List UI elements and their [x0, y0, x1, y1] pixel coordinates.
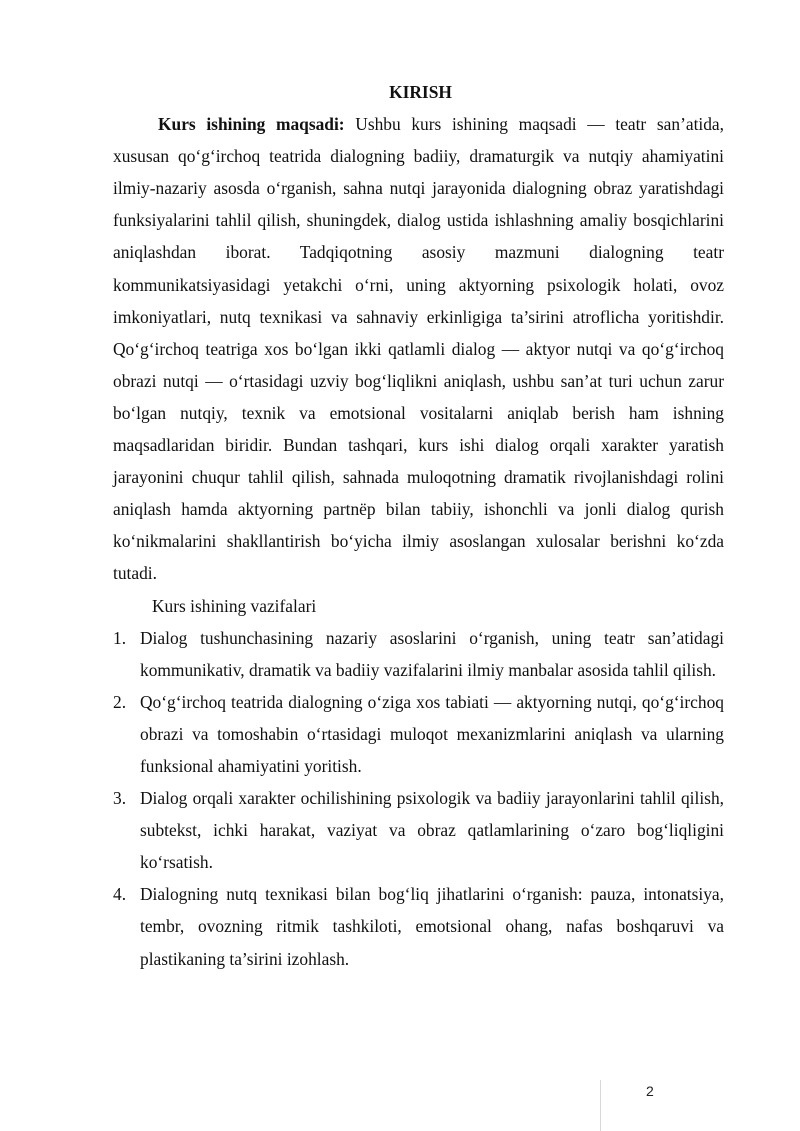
task-text: Dialogning nutq texnikasi bilan bog‘liq jihatlarini o‘rganish: pauza, intonatsiya, tembr, ovozning ritmik tashkiloti, emotsional ohang, nafas boshqaruvi va plastikaning ta’sirini izohlash. [140, 884, 724, 969]
tasks-list [113, 622, 724, 975]
tasks-heading: Kurs ishining vazifalari [152, 595, 317, 616]
task-number: 3. [113, 788, 127, 809]
task-item [113, 622, 724, 686]
task-item [113, 782, 724, 878]
purpose-paragraph [113, 108, 724, 589]
task-text: Dialog orqali xarakter ochilishining psixologik va badiiy jarayonlarini tahlil qilish, subtekst, ichki harakat, vaziyat va obraz qatlamlarining o‘zaro bog‘liqligini ko‘rsatish. [140, 788, 724, 873]
task-item [113, 686, 724, 782]
task-number: 2. [113, 691, 127, 712]
footer-divider [600, 1080, 601, 1131]
task-number: 1. [113, 627, 127, 648]
section-title: KIRISH [389, 82, 452, 102]
task-text: Dialog tushunchasining nazariy asoslarini o‘rganish, uning teatr san’atidagi kommunikativ, dramatik va badiiy vazifalarini ilmiy manbalar asosida tahlil qilish. [140, 627, 724, 680]
page-number: 2 [646, 1083, 654, 1099]
task-item [113, 878, 724, 974]
purpose-lead: Kurs ishining maqsadi: [158, 114, 345, 135]
purpose-text: Ushbu kurs ishining maqsadi — teatr san’atida, xususan qo‘g‘irchoq teatrida dialogning badiiy, dramaturgik va nutqiy ahamiyatini ilmiy-nazariy asosda o‘rganish, sahna nutqi jarayonida dialogning obraz yaratishdagi funksiyalarini tahlil qilish, shuningdek, dialog ustida ishlashning amaliy bosqichlarini aniqlashdan iborat. Tadqiqotning asosiy mazmuni dialogning teatr kommunikatsiyasidagi yetakchi o‘rni, uning aktyorning psixologik holati, ovoz imkoniyatlari, nutq texnikasi va sahnaviy erkinligiga ta’sirini atroflicha yoritishdir. Qo‘g‘irchoq teatriga xos bo‘lgan ikki qatlamli dialog — aktyor nutqi va qo‘g‘irchoq obrazi nutqi — o‘rtasidagi uzviy bog‘liqlikni aniqlash, ushbu san’at turi uchun zarur bo‘lgan nutqiy, texnik va emotsional vositalarni aniqlab berish ham ishning maqsadlaridan biridir. Bundan tashqari, kurs ishi dialog orqali xarakter yaratish jarayonini chuqur tahlil qilish, sahnada muloqotning dramatik rivojlanishdagi rolini aniqlash hamda aktyorning partnёр bilan tabiiy, ishonchli va jonli dialog qurish ko‘nikmalarini shakllantirish bo‘yicha ilmiy asoslangan xulosalar berishni ko‘zda tutadi. [113, 114, 725, 584]
task-number: 4. [113, 884, 127, 905]
page-content [113, 76, 724, 975]
task-text: Qo‘g‘irchoq teatrida dialogning o‘ziga xos tabiati — aktyorning nutqi, qo‘g‘irchoq obrazi va tomoshabin o‘rtasidagi muloqot mexanizmlarini aniqlash va ularning funksional ahamiyatini yoritish. [140, 691, 724, 776]
